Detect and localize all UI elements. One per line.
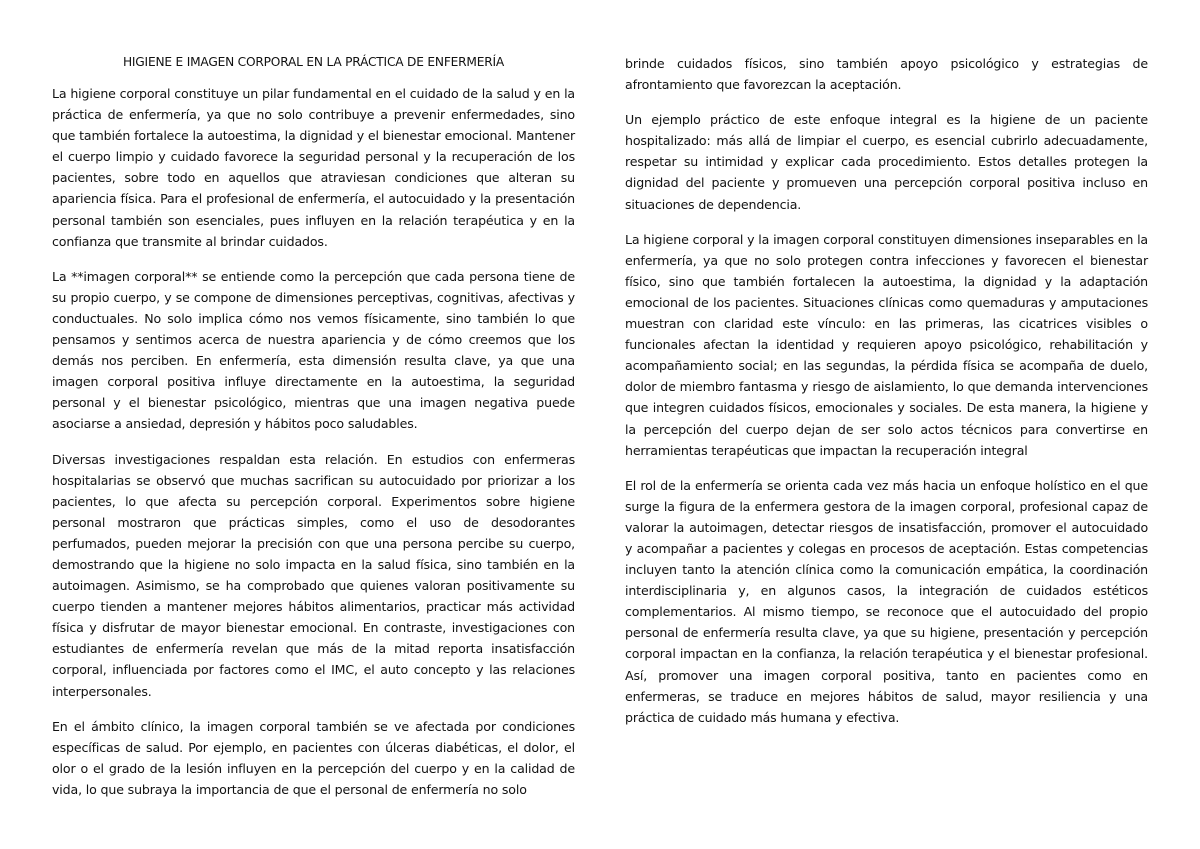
paragraph-practical-example: Un ejemplo práctico de este enfoque integral es la higiene de un paciente hospitalizado: más allá de limpiar el cuerpo, es esencial cubrirlo adecuadamente, respetar su intimidad y explicar cada procedimiento. Estos detalles protegen la dignidad del paciente y promueven una percepción corporal positiva incluso en situaciones de dependencia. <box>625 112 1148 212</box>
document-title: HIGIENE E IMAGEN CORPORAL EN LA PRÁCTICA DE ENFERMERÍA <box>122 55 505 69</box>
paragraph-nursing-role: El rol de la enfermería se orienta cada vez más hacia un enfoque holístico en el que surge la figura de la enfermera gestora de la imagen corporal, profesional capaz de valorar la autoimagen, detectar riesgos de insatisfacción, promover el autocuidado y acompañar a pacientes y colegas en procesos de aceptación. Estas competencias incluyen tanto la atención clínica como la comunicación empática, la coordinación interdisciplinaria y, en algunos casos, la integración de cuidados estéticos complementarios. Al mismo tiempo, se reconoce que el autocuidado del propio personal de enfermería resulta clave, ya que su higiene, presentación y percepción corporal impactan en la confianza, la relación terapéutica y el bienestar profesional. Así, promover una imagen corporal positiva, tanto en pacientes como en enfermeras, se traduce en mejores hábitos de salud, mayor resiliencia y una práctica de cuidado más humana y efectiva. <box>625 477 1148 725</box>
paragraph-body-image-definition: La **imagen corporal** se entiende como la percepción que cada persona tiene de su propio cuerpo, y se compone de dimensiones perceptivas, cognitivas, afectivas y conductuales. No solo implica cómo nos vemos físicamente, sino también lo que pensamos y sentimos acerca de nuestra apariencia y de cómo creemos que los demás nos perciben. En enfermería, esta dimensión resulta clave, ya que una imagen corporal positiva influye directamente en la autoestima, la seguridad personal y el bienestar psicológico, mientras que una imagen negativa puede asociarse a ansiedad, depresión y hábitos poco saludables. <box>52 268 575 432</box>
paragraph-hygiene-intro: La higiene corporal constituye un pilar fundamental en el cuidado de la salud y en la práctica de enfermería, ya que no solo contribuye a prevenir enfermedades, sino que también fortalece la autoestima, la dignidad y el bienestar emocional. Mantener el cuerpo limpio y cuidado favorece la seguridad personal y la recuperación de los pacientes, sobre todo en aquellos que atraviesan condiciones que alteran su apariencia física. Para el profesional de enfermería, el autocuidado y la presentación personal también son esenciales, pues influyen en la relación terapéutica y en la confianza que transmite al brindar cuidados. <box>52 86 575 249</box>
paragraph-clinical-context: En el ámbito clínico, la imagen corporal también se ve afectada por condiciones específicas de salud. Por ejemplo, en pacientes con úlceras diabéticas, el dolor, el olor o el grado de la lesión influyen en la percepción del cuerpo y en la calidad de vida, lo que subraya la importancia de que el personal de enfermería no solo <box>52 718 575 797</box>
paragraph-inseparable-dimensions: La higiene corporal y la imagen corporal constituyen dimensiones inseparables en la enfermería, ya que no solo protegen contra infecciones y favorecen el bienestar físico, sino que también fortalecen la autoestima, la dignidad y la adaptación emocional de los pacientes. Situaciones clínicas como quemaduras y amputaciones muestran con claridad este vínculo: en las primeras, las cicatrices visibles o funcionales afectan la identidad y requieren apoyo psicológico, rehabilitación y acompañamiento social; en las segundas, la pérdida física se acompaña de duelo, dolor de miembro fantasma y riesgo de aislamiento, lo que demanda intervenciones que integren cuidados físicos, emocionales y sociales. De esta manera, la higiene y la percepción del cuerpo dejan de ser solo actos técnicos para convertirse en herramientas terapéuticas que impactan la recuperación integral <box>625 231 1148 458</box>
right-column <box>625 53 1148 742</box>
paragraph-clinical-context-continued: brinde cuidados físicos, sino también apoyo psicológico y estrategias de afrontamiento que favorezcan la aceptación. <box>625 56 1148 93</box>
paragraph-research-evidence: Diversas investigaciones respaldan esta relación. En estudios con enfermeras hospitalarias se observó que muchas sacrifican su autocuidado por priorizar a los pacientes, lo que afecta su percepción corporal. Experimentos sobre higiene personal mostraron que prácticas simples, como el uso de desodorantes perfumados, pueden mejorar la precisión con que una persona percibe su cuerpo, demostrando que la higiene no solo impacta en la salud física, sino también en la autoimagen. Asimismo, se ha comprobado que quienes valoran positivamente su cuerpo tienden a mantener mejores hábitos alimentarios, practicar más actividad física y disfrutar de mayor bienestar emocional. En contraste, investigaciones con estudiantes de enfermería revelan que más de la mitad reporta insatisfacción corporal, influenciada por factores como el IMC, el auto concepto y las relaciones interpersonales. <box>52 451 575 699</box>
left-column <box>52 53 575 814</box>
